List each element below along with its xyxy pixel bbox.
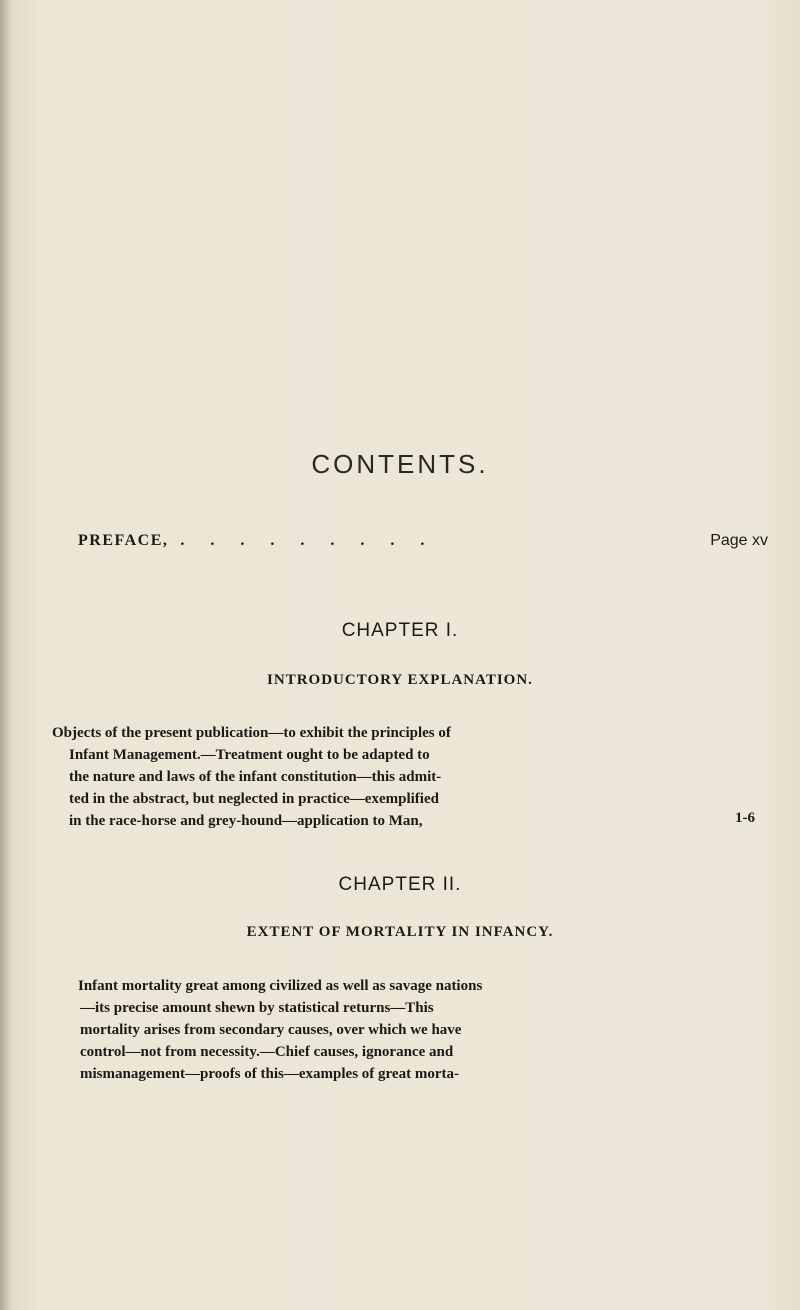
summary-line: mismanagement—proofs of this—examples of great morta- (80, 1066, 459, 1082)
summary-line: —its precise amount shewn by statistical returns—This (80, 1000, 434, 1016)
chapter-1-subtitle: INTRODUCTORY EXPLANATION. (267, 672, 533, 688)
summary-line: Infant Management.—Treatment ought to be adapted to (69, 747, 430, 763)
chapter-2-subtitle: EXTENT OF MORTALITY IN INFANCY. (246, 924, 554, 940)
summary-line: Objects of the present publication—to exhibit the principles of (52, 725, 451, 741)
summary-line: in the race-horse and grey-hound—application to Man, (69, 813, 423, 829)
preface-leader-dots: . . . . . . . . . (180, 532, 436, 549)
chapter-1-summary (52, 722, 752, 832)
summary-line: control—not from necessity.—Chief causes, ignorance and (80, 1044, 454, 1060)
summary-line: the nature and laws of the infant constitution—this admit- (69, 769, 442, 785)
page-title: CONTENTS. (311, 449, 489, 479)
chapter-1-page-range: 1-6 (735, 810, 755, 826)
chapter-1-heading: CHAPTER I. (341, 620, 459, 641)
preface-page-ref: Page xv (710, 532, 768, 549)
chapter-2-summary (78, 975, 778, 1085)
chapter-2-heading: CHAPTER II. (338, 874, 462, 895)
summary-line: mortality arises from secondary causes, over which we have (80, 1022, 462, 1038)
summary-line: ted in the abstract, but neglected in practice—exemplified (69, 791, 439, 807)
page-gutter-shadow (0, 0, 10, 1310)
preface-entry (78, 532, 768, 550)
summary-line: Infant mortality great among civilized as well as savage nations (78, 978, 483, 994)
preface-label: PREFACE, (78, 532, 169, 549)
